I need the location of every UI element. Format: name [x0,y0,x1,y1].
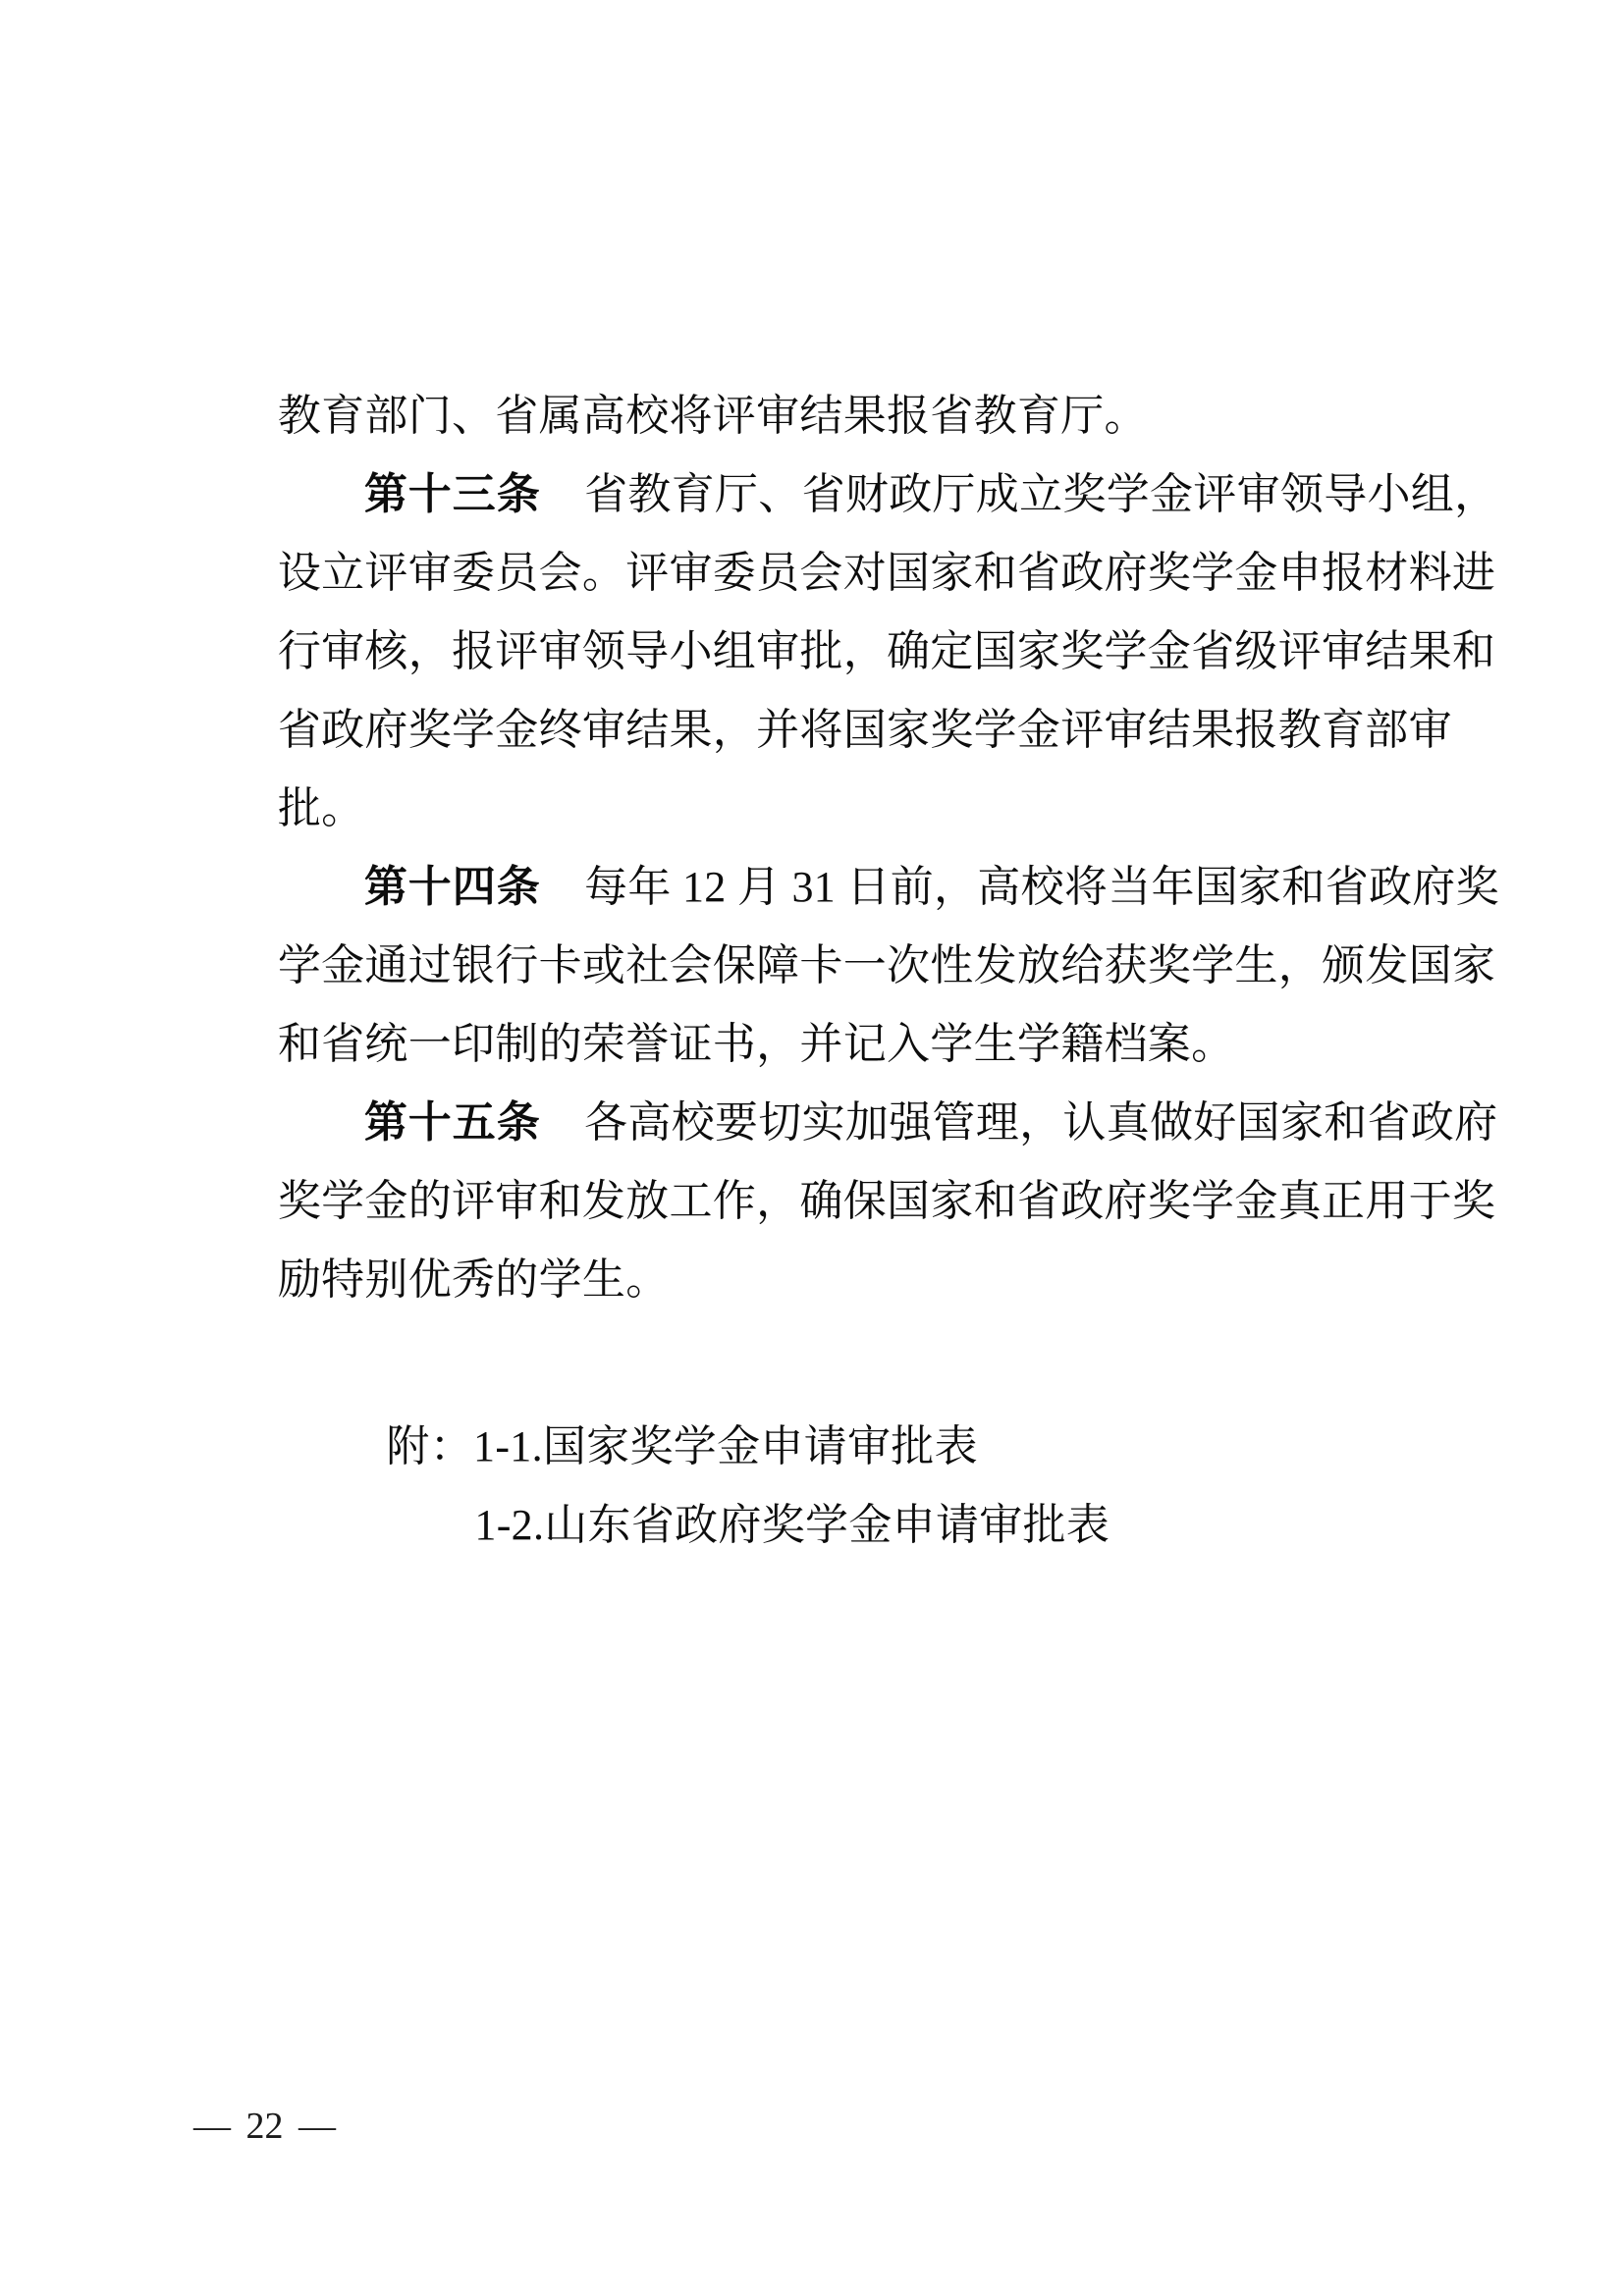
attachment-item [211,1329,1438,1470]
body-text: 每年 12 月 31 日前，高校将当年国家和省政府奖 [540,863,1499,911]
document-body [211,298,1499,1549]
article-14-heading: 第十四条 [363,863,541,911]
article-13-heading: 第十三条 [363,470,541,518]
body-line [211,770,1499,911]
article-15-heading: 第十五条 [363,1098,541,1147]
body-text: 励特别优秀的学生。 [277,1255,670,1304]
body-text: 奖学金的评审和发放工作，确保国家和省政府奖学金真正用于奖 [277,1177,1496,1225]
body-text: 设立评审委员会。评审委员会对国家和省政府奖学金申报材料进 [277,549,1496,597]
body-text: 学金通过银行卡或社会保障卡一次性发放给获奖学生，颁发国家 [277,941,1496,989]
attachments-list [211,1329,1438,1549]
attachment-text: 1-1.国家奖学金申请审批表 [473,1422,978,1470]
body-text: 教育部门、省属高校将评审结果报省教育厅。 [277,392,1148,440]
body-text: 各高校要切实加强管理，认真做好国家和省政府 [540,1098,1498,1147]
attachment-text: 1-2.山东省政府奖学金申请审批表 [474,1501,1110,1549]
page-number: — 22 — [193,2106,336,2147]
body-text: 行审核，报评审领导小组审批，确定国家奖学金省级评审结果和 [277,627,1496,675]
body-text: 省教育厅、省财政厅成立奖学金评审领导小组， [540,470,1498,518]
body-line [211,298,1438,440]
body-text: 批。 [277,784,365,832]
body-text: 和省统一印制的荣誉证书，并记入学生学籍档案。 [277,1020,1235,1068]
body-text: 省政府奖学金终审结果，并将国家奖学金评审结果报教育部审 [277,706,1452,754]
attachment-label: 附： [386,1422,474,1470]
